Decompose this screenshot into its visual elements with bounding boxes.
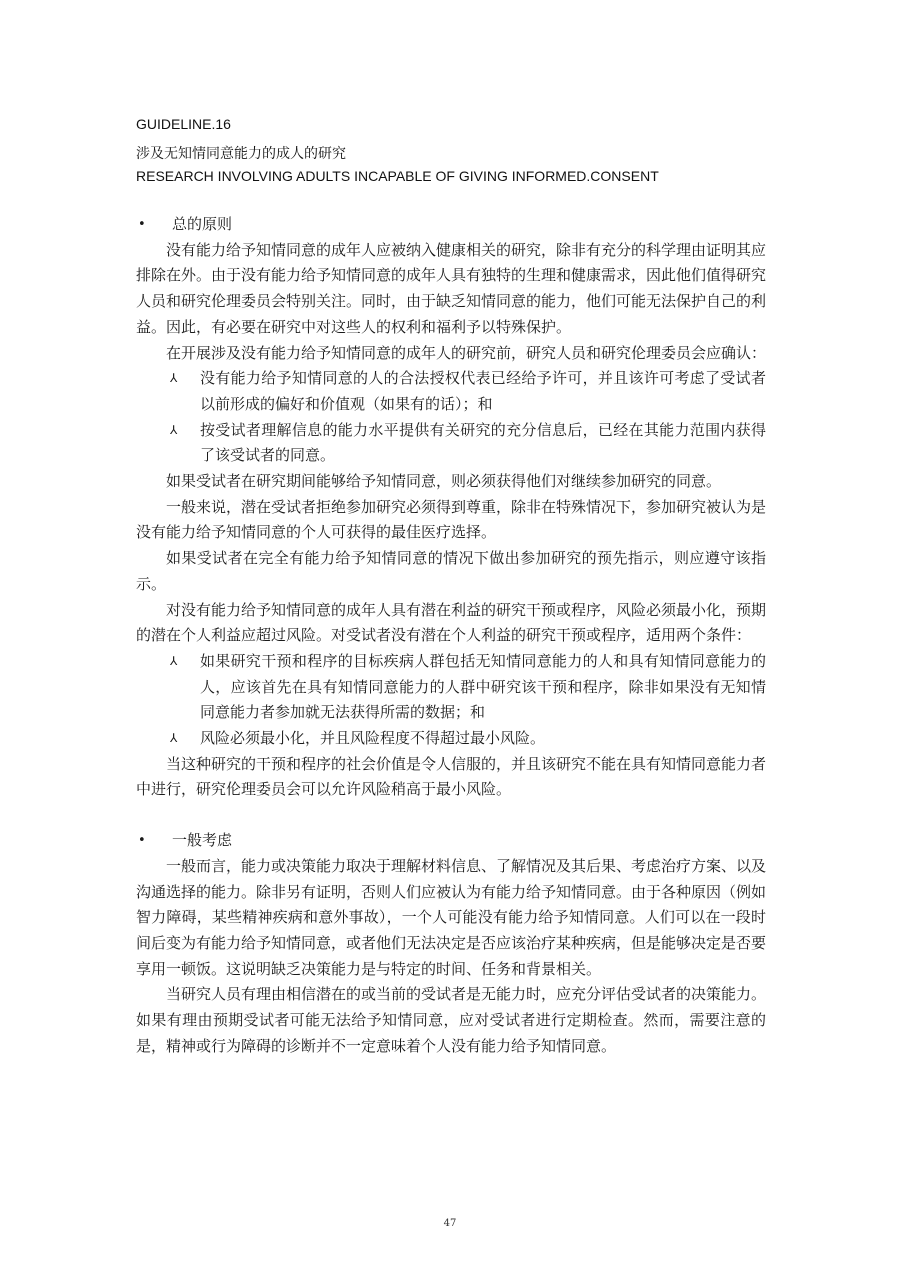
guideline-title-zh: 涉及无知情同意能力的成人的研究 (136, 146, 346, 162)
section-spacer (136, 803, 766, 828)
section-title: 总的原则 (172, 215, 233, 233)
list-item (136, 726, 766, 752)
list-item-text: 按受试者理解信息的能力水平提供有关研究的充分信息后，已经在其能力范围内获得了该受试者的同意。 (200, 420, 766, 465)
paragraph: 对没有能力给予知情同意的成年人具有潜在利益的研究干预或程序，风险必须最小化，预期的潜在个人利益应超过风险。对受试者没有潜在个人利益的研究干预或程序，适用两个条件： (136, 600, 767, 645)
page-number: 47 (443, 1218, 457, 1229)
list-item-text: 没有能力给予知情同意的人的合法授权代表已经给予许可，并且该许可考虑了受试者以前形成的偏好和价值观（如果有的话）；和 (200, 369, 766, 413)
paragraph: 在开展涉及没有能力给予知情同意的成年人的研究前，研究人员和研究伦理委员会应确认： (166, 343, 767, 362)
paragraph: 没有能力给予知情同意的成年人应被纳入健康相关的研究，除非有充分的科学理由证明其应排除在外。由于没有能力给予知情同意的成年人具有独特的生理和健康需求，因此他们值得研究人员和研究伦理委员会特别关注。同时，由于缺乏知情同意的能力，他们可能无法保护自己的利益。因此，有必要在研究中对这些人的权利和福利予以特殊保护。 (136, 240, 767, 336)
paragraph: 当研究人员有理由相信潜在的或当前的受试者是无能力时，应充分评估受试者的决策能力。如果有理由预期受试者可能无法给予知情同意，应对受试者进行定期检查。然而，需要注意的是，精神或行为障碍的诊断并不一定意味着个人没有能力给予知情同意。 (136, 985, 767, 1055)
list-item (136, 366, 766, 417)
main-content (136, 212, 766, 1060)
list-item (136, 649, 766, 726)
bullet-icon: • (138, 833, 146, 849)
section-heading (136, 828, 766, 854)
section-general-principles (136, 212, 766, 803)
sub-bullet-icon: ⅄ (170, 422, 178, 437)
paragraph: 一般来说，潜在受试者拒绝参加研究必须得到尊重，除非在特殊情况下，参加研究被认为是没有能力给予知情同意的个人可获得的最佳医疗选择。 (136, 497, 767, 542)
list-item-text: 风险必须最小化，并且风险程度不得超过最小风险。 (200, 729, 546, 748)
guideline-title-en: RESEARCH INVOLVING ADULTS INCAPABLE OF GIVING INFORMED.CONSENT (136, 168, 659, 184)
sub-bullet-icon: ⅄ (170, 731, 178, 746)
paragraph: 当这种研究的干预和程序的社会价值是令人信服的，并且该研究不能在具有知情同意能力者中进行，研究伦理委员会可以允许风险稍高于最小风险。 (136, 754, 767, 799)
condition-list (136, 649, 766, 752)
paragraph: 如果受试者在完全有能力给予知情同意的情况下做出参加研究的预先指示，则应遵守该指示。 (136, 549, 766, 593)
section-title: 一般考虑 (172, 831, 233, 850)
section-general-considerations (136, 828, 766, 1059)
condition-list (136, 366, 766, 469)
section-heading (136, 212, 766, 238)
list-item-text: 如果研究干预和程序的目标疾病人群包括无知情同意能力的人和具有知情同意能力的人，应该首先在具有知情同意能力的人群中研究该干预和程序，除非如果没有无知情同意能力者参加就无法获得所需的数据；和 (200, 651, 766, 722)
paragraph: 一般而言，能力或决策能力取决于理解材料信息、了解情况及其后果、考虑治疗方案、以及沟通选择的能力。除非另有证明，否则人们应被认为有能力给予知情同意。由于各种原因（例如智力障碍，某些精神疾病和意外事故），一个人可能没有能力给予知情同意。人们可以在一段时间后变为有能力给予知情同意，或者他们无法决定是否应该治疗某种疾病，但是能够决定是否要享用一顿饭。这说明缺乏决策能力是与特定的时间、任务和背景相关。 (136, 856, 767, 978)
paragraph: 如果受试者在研究期间能够给予知情同意，则必须获得他们对继续参加研究的同意。 (166, 472, 722, 491)
guideline-code: GUIDELINE.16 (136, 116, 231, 132)
list-item (136, 418, 766, 469)
bullet-icon: • (138, 217, 146, 232)
sub-bullet-icon: ⅄ (170, 653, 178, 668)
sub-bullet-icon: ⅄ (170, 371, 178, 386)
